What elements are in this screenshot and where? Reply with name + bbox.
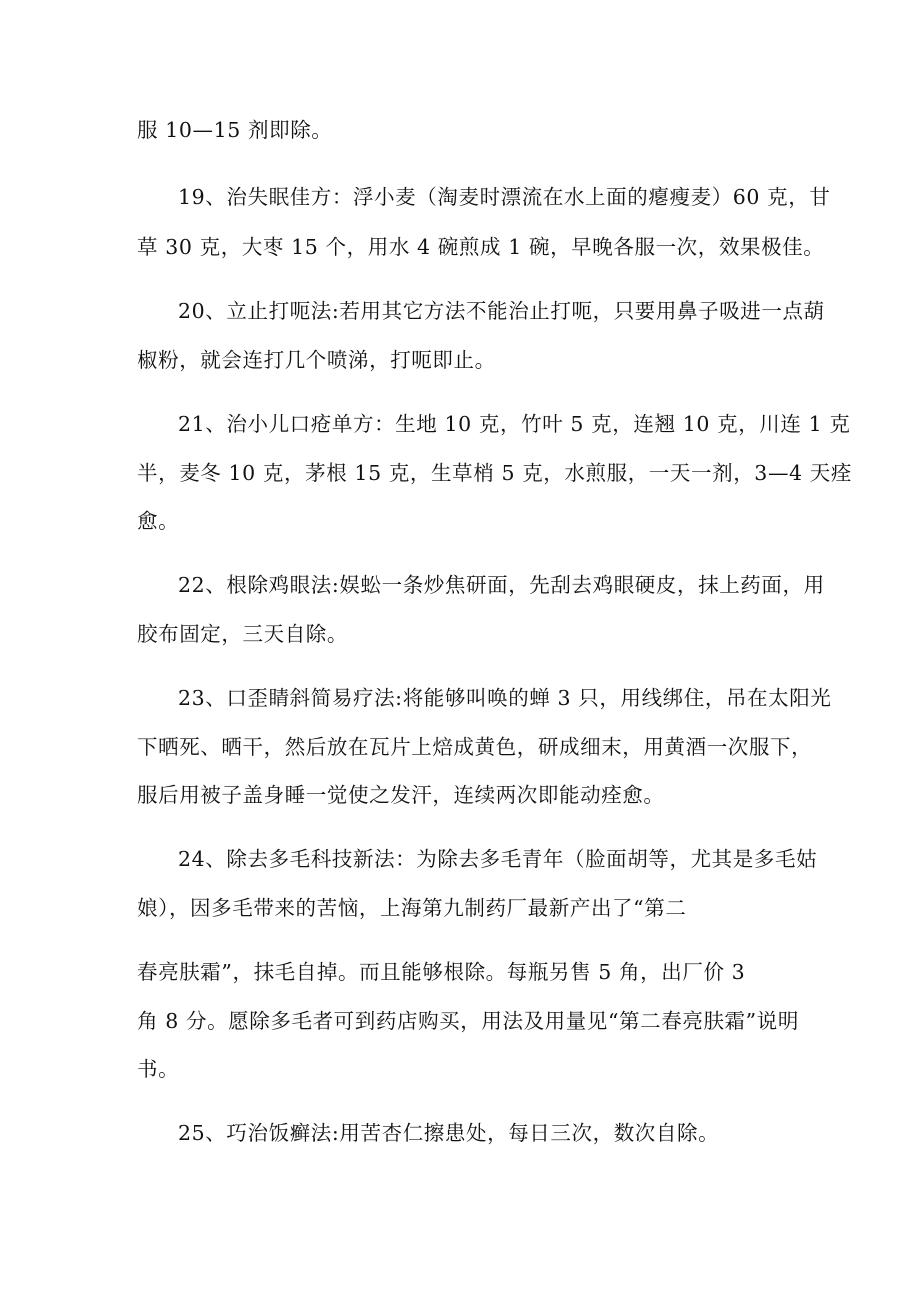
item-20-line-1: 20、立止打呃法:若用其它方法不能治止打呃，只要用鼻子吸进一点葫 bbox=[178, 299, 825, 323]
item-23-line-3: 服后用被子盖身睡一觉使之发汗，连续两次即能动痊愈。 bbox=[137, 783, 665, 807]
item-24-line-1: 24、除去多毛科技新法：为除去多毛青年（脸面胡等，尤其是多毛姑 bbox=[178, 847, 818, 871]
item-22-line-1: 22、根除鸡眼法:娱蚣一条炒焦研面，先刮去鸡眼硬皮，抹上药面，用 bbox=[178, 573, 825, 597]
item-21-line-1: 21、治小儿口疮单方：生地 10 克，竹叶 5 克，连翘 10 克，川连 1 克 bbox=[178, 412, 851, 436]
item-23-line-2: 下晒死、晒干，然后放在瓦片上焙成黄色，研成细末，用黄酒一次服下， bbox=[137, 735, 813, 759]
item-25-line-1: 25、巧治饭癣法:用苦杏仁擦患处，每日三次，数次自除。 bbox=[178, 1121, 720, 1145]
text-line-continuation: 服 10—15 剂即除。 bbox=[137, 118, 333, 142]
item-19-line-1: 19、治失眠佳方：浮小麦（淘麦时漂流在水上面的瘪瘦麦）60 克，甘 bbox=[178, 185, 831, 209]
item-20-line-2: 椒粉，就会连打几个喷涕，打呃即止。 bbox=[137, 348, 496, 372]
item-24-line-3: 春亮肤霜”，抹毛自掉。而且能够根除。每瓶另售 5 角，出厂价 3 bbox=[137, 960, 746, 984]
item-21-line-3: 愈。 bbox=[137, 509, 180, 533]
item-24-line-5: 书。 bbox=[137, 1057, 180, 1081]
item-21-line-2: 半，麦冬 10 克，茅根 15 克，生草梢 5 克，水煎服，一天一剂，3—4 天痊 bbox=[137, 461, 853, 485]
item-24-line-4: 角 8 分。愿除多毛者可到药店购买，用法及用量见“第二春亮肤霜”说明 bbox=[137, 1009, 799, 1033]
item-24-line-2: 娘），因多毛带来的苦恼，上海第九制药厂最新产出了“第二 bbox=[137, 896, 687, 920]
item-19-line-2: 草 30 克，大枣 15 个，用水 4 碗煎成 1 碗，早晚各服一次，效果极佳。 bbox=[137, 235, 825, 259]
item-22-line-2: 胶布固定，三天自除。 bbox=[137, 622, 348, 646]
item-23-line-1: 23、口歪睛斜简易疗法:将能够叫唤的蝉 3 只，用线绑住，吊在太阳光 bbox=[178, 686, 832, 710]
